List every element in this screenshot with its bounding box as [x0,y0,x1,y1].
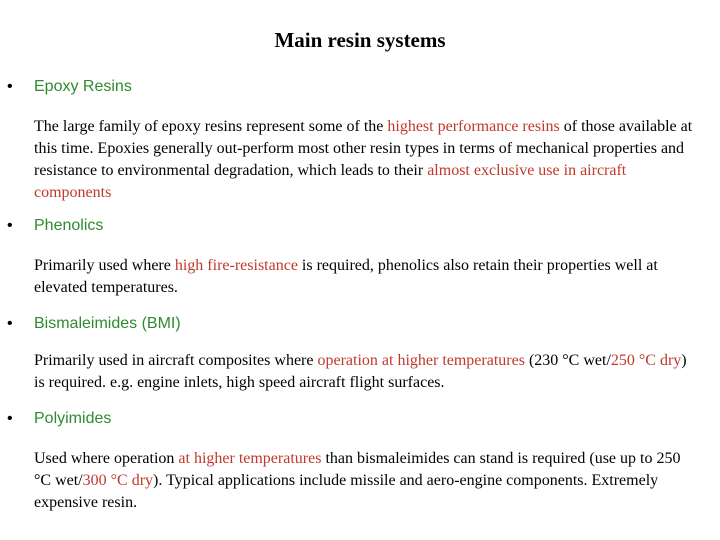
highlight-text: at higher temperatures [178,450,322,467]
paragraph-phenolics [34,255,698,299]
text: Primarily used in aircraft composites where [34,352,318,369]
paragraph-polyimides [34,448,698,514]
bullet-bismaleimides: • [7,315,13,332]
text: (230 °C wet/ [524,352,611,369]
text: Primarily used where [34,257,175,274]
highlight-text: highest performance resins [387,118,560,135]
highlight-text: 300 °C dry [82,472,154,489]
page-title: Main resin systems [274,28,446,52]
paragraph-epoxy-resins [34,116,698,204]
text: is required, phenolics also retain their properties well at elevated temperatures. [34,257,658,296]
text: ). Typical applications include missile and aero-engine components. Extremely expensive resin. [34,472,659,511]
text: Used where operation [34,450,179,467]
highlight-text: 250 °C dry [610,352,682,369]
text: ) is required. e.g. engine inlets, high speed aircraft flight surfaces. [34,352,687,391]
text: of those available at this time. Epoxies generally out-perform most other resin types in terms of mechanical properties and resistance to environmental degradation, which leads to their [34,118,693,179]
heading-bismaleimides: Bismaleimides (BMI) [34,315,181,332]
text: The large family of epoxy resins represent some of the [34,118,388,135]
heading-polyimides: Polyimides [34,410,112,427]
highlight-text: almost exclusive use in aircraft components [34,162,627,201]
paragraph-bismaleimides [34,350,698,394]
text: than bismaleimides can stand is required (use up to 250 °C wet/ [34,450,681,489]
bullet-phenolics: • [7,217,13,234]
highlight-text: operation at higher temperatures [317,352,525,369]
heading-epoxy-resins: Epoxy Resins [34,78,132,95]
heading-phenolics: Phenolics [34,217,104,234]
bullet-polyimides: • [7,410,13,427]
bullet-epoxy: • [7,78,13,95]
highlight-text: high fire-resistance [174,257,298,274]
